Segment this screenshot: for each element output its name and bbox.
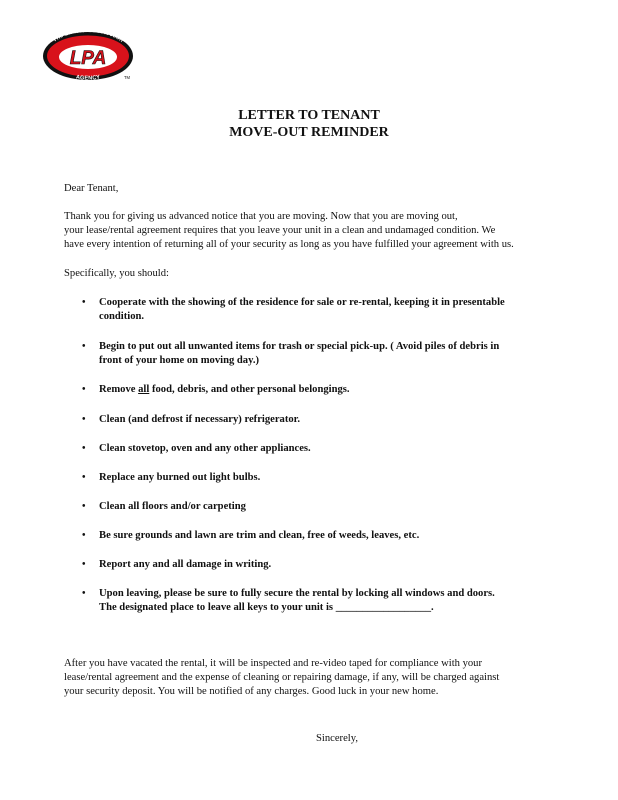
underlined-word: all: [138, 384, 150, 395]
bullet-line: [99, 383, 569, 397]
bullet-text-pre: Remove: [99, 384, 139, 395]
bullet-icon: •: [82, 414, 86, 425]
after-line-2: lease/rental agreement and the expense of cleaning or repairing damage, if any, will be charged against: [64, 672, 500, 683]
closing-sincerely: Sincerely,: [316, 733, 358, 744]
bullet-icon: •: [82, 297, 86, 308]
lpa-logo-graphic: [38, 24, 138, 84]
logo-letters: LPA: [69, 48, 107, 69]
intro-line-3: have every intention of returning all of your security as long as you have fulfilled your agreement with us.: [64, 239, 514, 250]
bullet-line: Report any and all damage in writing.: [99, 559, 272, 570]
bullet-icon: •: [82, 384, 86, 395]
lpa-logo: [38, 24, 138, 84]
after-line-1: After you have vacated the rental, it will be inspected and re-video taped for compliance with your: [64, 658, 482, 669]
bullet-line: Clean stovetop, oven and any other appliances.: [99, 443, 311, 454]
title-line-2: MOVE-OUT REMINDER: [229, 125, 389, 140]
after-line-3: your security deposit. You will be notified of any charges. Good luck in your new home.: [64, 686, 439, 697]
bullet-line: condition.: [99, 311, 145, 322]
bullet-icon: •: [82, 501, 86, 512]
bullet-icon: •: [82, 530, 86, 541]
bullet-line: front of your home on moving day.): [99, 355, 259, 366]
specifically-line: Specifically, you should:: [64, 268, 169, 279]
bullet-line: Cooperate with the showing of the residence for sale or re-rental, keeping it in presentable: [99, 297, 505, 308]
bullet-line: Begin to put out all unwanted items for trash or special pick-up. ( Avoid piles of debris in: [99, 341, 500, 352]
logo-arc-text: The Landlord Protection: [51, 26, 125, 44]
bullet-icon: •: [82, 341, 86, 352]
bullet-line: Upon leaving, please be sure to fully secure the rental by locking all windows and doors.: [99, 588, 495, 599]
title-line-1: LETTER TO TENANT: [238, 108, 380, 123]
bullet-icon: •: [82, 443, 86, 454]
bullet-icon: •: [82, 559, 86, 570]
bullet-line: The designated place to leave all keys to your unit is __________________.: [99, 602, 434, 613]
intro-line-1: Thank you for giving us advanced notice that you are moving. Now that you are moving out,: [64, 211, 458, 222]
bullet-icon: •: [82, 588, 86, 599]
intro-line-2: your lease/rental agreement requires that you leave your unit in a clean and undamaged condition. We: [64, 225, 496, 236]
salutation: Dear Tenant,: [64, 183, 119, 194]
bullet-icon: •: [82, 472, 86, 483]
logo-bottom-text: AGENCY: [75, 74, 101, 82]
bullet-line: Clean (and defrost if necessary) refrigerator.: [99, 414, 301, 425]
bullet-text-post: food, debris, and other personal belongings.: [149, 384, 350, 395]
bullet-line: Replace any burned out light bulbs.: [99, 472, 261, 483]
intro-paragraph: [64, 210, 584, 252]
bullet-line: Clean all floors and/or carpeting: [99, 501, 246, 512]
bullet-line: Be sure grounds and lawn are trim and clean, free of weeds, leaves, etc.: [99, 530, 420, 541]
logo-tm: TM: [124, 75, 131, 80]
after-paragraph: [64, 657, 584, 699]
